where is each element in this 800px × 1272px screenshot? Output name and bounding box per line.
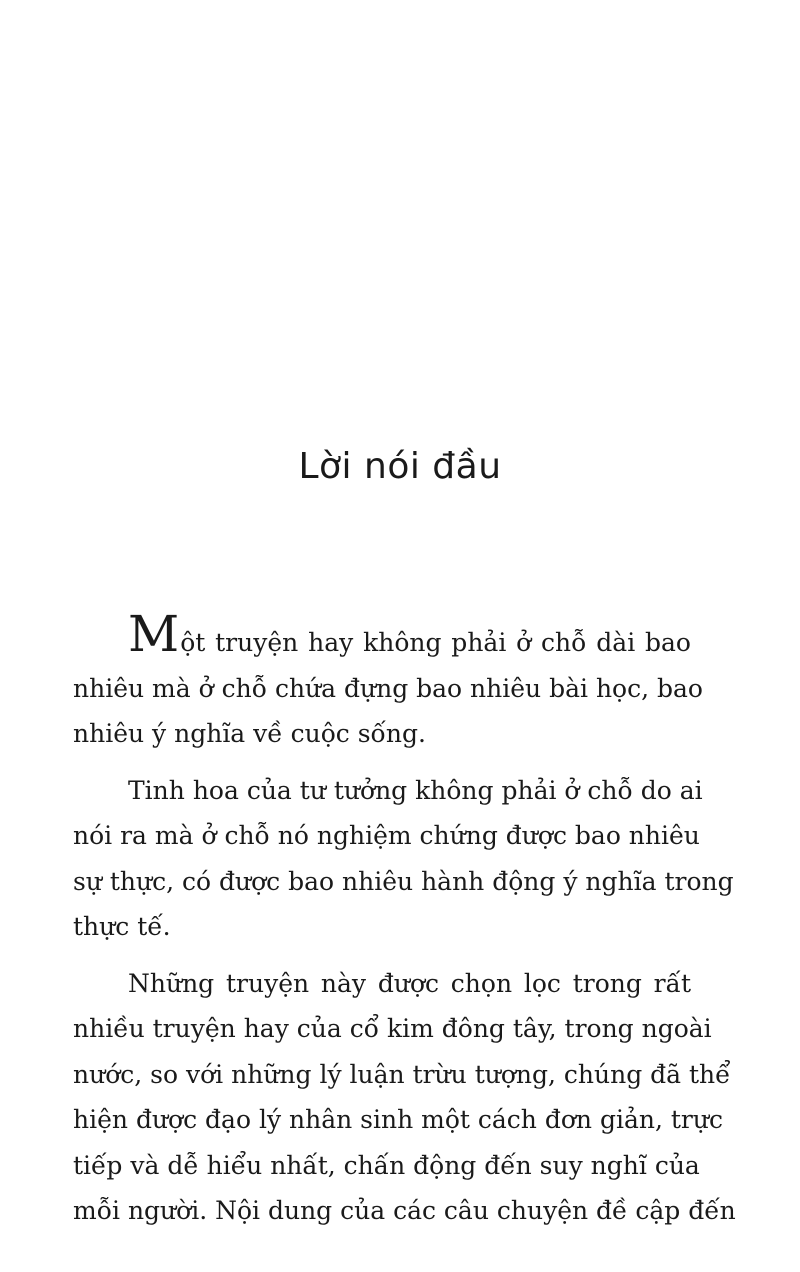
- paragraph-2: [73, 768, 734, 950]
- paragraph-1: [73, 605, 703, 757]
- paragraph-line: nhiêu ý nghĩa về cuộc sống.: [73, 719, 426, 748]
- paragraph-line: tiếp và dễ hiểu nhất, chấn động đến suy nghĩ của: [73, 1150, 700, 1180]
- page-title: Lời nói đầu: [298, 446, 502, 487]
- drop-cap: M: [128, 605, 180, 663]
- paragraph-line: nói ra mà ở chỗ nó nghiệm chứng được bao nhiêu: [73, 821, 700, 850]
- paragraph-line: Một truyện hay không phải ở chỗ dài bao: [128, 605, 691, 663]
- paragraph-line: nhiêu mà ở chỗ chứa đựng bao nhiêu bài học, bao: [73, 673, 703, 703]
- paragraph-line: Những truyện này được chọn lọc trong rất: [128, 968, 691, 998]
- paragraph-line: nhiều truyện hay của cổ kim đông tây, trong ngoài: [73, 1014, 712, 1043]
- paragraph-line: mỗi người. Nội dung của các câu chuyện đề cập đến: [73, 1196, 736, 1225]
- paragraph-line: Tinh hoa của tư tưởng không phải ở chỗ do ai: [128, 775, 703, 805]
- paragraph-3: [73, 961, 736, 1234]
- paragraph-line: hiện được đạo lý nhân sinh một cách đơn giản, trực: [73, 1105, 723, 1134]
- paragraph-line: thực tế.: [73, 912, 171, 941]
- paragraph-line: sự thực, có được bao nhiêu hành động ý nghĩa trong: [73, 866, 734, 896]
- preface-body: [73, 605, 736, 1234]
- paragraph-line: nước, so với những lý luận trừu tượng, chúng đã thể: [73, 1059, 731, 1089]
